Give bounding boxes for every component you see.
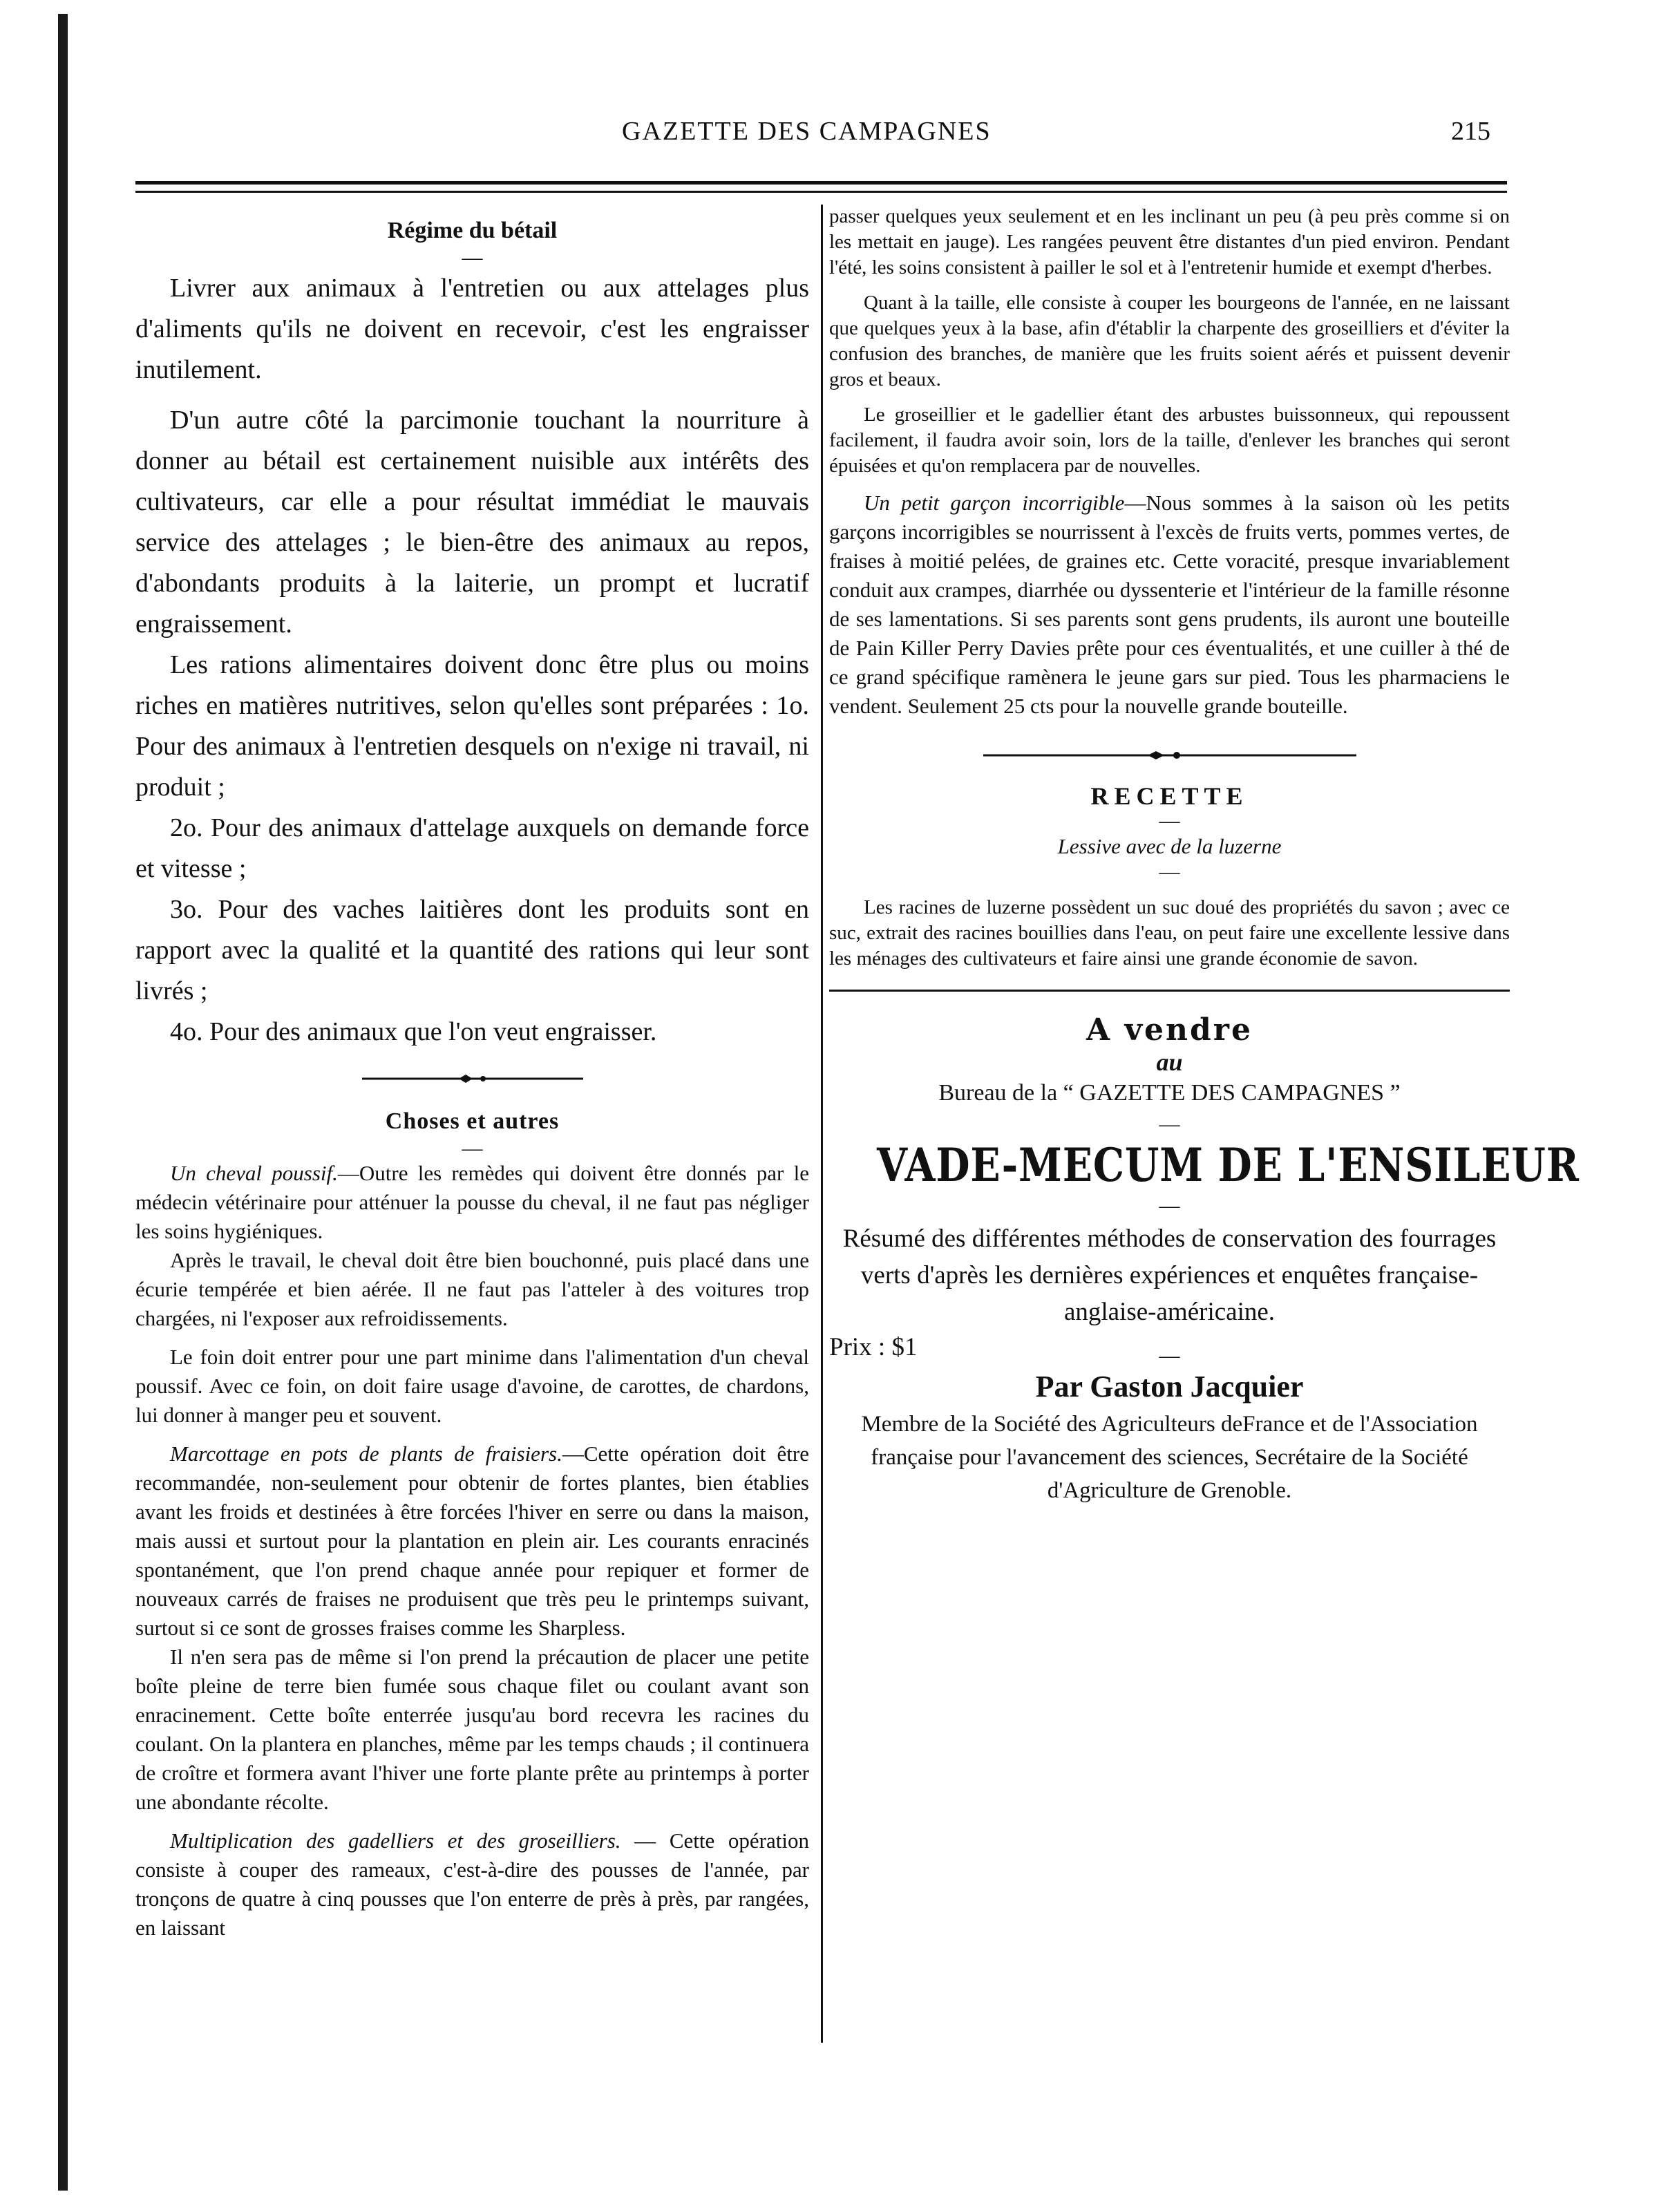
marcottage-paragraph: Il n'en sera pas de même si l'on prend la précaution de placer une petite boîte pleine de terre bien fumée sous chaque filet ou coulant avant son enracinement. Cette boîte enterrée jusqu'au bord recevra les racines du coulant. On la plantera en planches, même par les temps chauds ; il continuera de croître et formera avant l'hiver une forte plante prête au printemps à porter une abondante récolte. (135, 1645, 809, 1814)
multiplication-heading: Multiplication des gadelliers et des groseilliers. (170, 1828, 621, 1853)
bureau-line: Bureau de la “ GAZETTE DES CAMPAGNES ” (938, 1080, 1401, 1106)
continuation-paragraph: Le groseillier et le gadellier étant des arbustes buissonneux, qui repoussent facilement, il faudra avoir soin, lors de la taille, d'enlever les branches qui seront épuisées et qu'on remplacera par de nouvelles. (829, 404, 1510, 477)
cheval-paragraph: Après le travail, le cheval doit être bien bouchonné, puis placé dans une écurie tempérée et bien aérée. Il ne faut pas l'atteler à des voitures trop chargées, ni l'exposer aux refroidissements. (135, 1248, 809, 1330)
vade-mecum-title: VADE-MECUM DE L'ENSILEUR (876, 1138, 1580, 1192)
section-ornament (983, 748, 1356, 762)
author-line: Par Gaston Jacquier (1035, 1370, 1304, 1403)
marcottage-heading: Marcottage en pots de plants de fraisiers. (170, 1441, 562, 1466)
column-divider (821, 205, 823, 2043)
price-label: Prix : $1 (829, 1333, 918, 1361)
membre-text: Membre de la Société des Agriculteurs deFrance et de l'Association française pour l'avancement des sciences, Secrétaire de la Société d'Agriculture de Grenoble. (861, 1412, 1478, 1503)
right-column (829, 204, 1580, 1507)
regime-paragraph: Livrer aux animaux à l'entretien ou aux attelages plus d'aliments qu'ils ne doivent en recevoir, c'est les engraisser inutilement. (135, 274, 809, 384)
choses-dash: — (462, 1137, 483, 1160)
advert-dash: — (1159, 1194, 1180, 1217)
recette-dash: — (1159, 860, 1180, 883)
advert-dash: — (1159, 1113, 1180, 1135)
au-heading: au (1156, 1048, 1183, 1076)
resume-text: Résumé des différentes méthodes de conservation des fourrages verts d'après les dernières expériences et enquêtes française-anglaise-américaine. (842, 1225, 1497, 1326)
header-rule-bottom (135, 191, 1507, 193)
advert-dash: — (1159, 1344, 1180, 1367)
header-rule-top (135, 181, 1507, 185)
multiplication-text: — Cette opération consiste à couper des rameaux, c'est-à-dire des pousses de l'année, par tronçons de quatre à cinq pousses que l'on enterre de près à près, par rangées, en laissant (135, 1828, 809, 1940)
regime-paragraph: 4o. Pour des animaux que l'on veut engraisser. (170, 1017, 657, 1046)
left-column (135, 214, 809, 1942)
page-header-title: GAZETTE DES CAMPAGNES (622, 117, 992, 146)
recette-dash: — (1159, 809, 1180, 832)
a-vendre-heading: A vendre (1086, 1012, 1253, 1048)
regime-paragraph: 3o. Pour des vaches laitières dont les produits sont en rapport avec la qualité et la quantité des rations qui leur sont livrés ; (135, 895, 809, 1005)
recette-title: RECETTE (1090, 782, 1249, 810)
regime-dash: — (462, 246, 483, 269)
page-number: 215 (1451, 117, 1490, 146)
garcon-heading: Un petit garçon incorrigible (864, 491, 1125, 515)
continuation-paragraph: passer quelques yeux seulement et en les inclinant un peu (à peu près comme si on les mettait en jauge). Les rangées peuvent être distantes d'un pied environ. Pendant l'été, les soins consistent à pailler le sol et à l'entretenir humide et exempt d'herbes. (829, 205, 1510, 278)
cheval-paragraph: Le foin doit entrer pour une part minime dans l'alimentation d'un cheval poussif. Avec ce foin, on doit faire usage d'avoine, de carottes, de chardons, lui donner à manger peu et souvent. (135, 1345, 809, 1427)
garcon-text: —Nous sommes à la saison où les petits garçons incorrigibles se nourrissent à l'excès de fruits verts, pommes vertes, de fraises à moitié pelées, de graines etc. Cette voracité, presque invariablement conduit aux crampes, diarrhée ou dyssenterie et l'intérieur de la famille résonne de ses lamentations. Si ses parents sont gens prudents, ils auront une bouteille de Pain Killer Perry Davies prête pour ces éventualités, et une cuiller à thé de ce grand spécifique ramènera le jeune gars sur pied. Tous les pharmaciens le vendent. Seulement 25 cts pour la nouvelle grande bouteille. (829, 491, 1510, 718)
advert-divider (829, 990, 1510, 992)
regime-paragraph: Les rations alimentaires doivent donc être plus ou moins riches en matières nutritives, selon qu'elles sont préparées : 1o. Pour des animaux à l'entretien desquels on n'exige ni travail, ni produit ; (135, 650, 809, 802)
recette-subtitle: Lessive avec de la luzerne (1057, 834, 1282, 858)
cheval-heading: Un cheval poussif. (170, 1161, 338, 1185)
section-ornament (362, 1072, 583, 1086)
cheval-text: —Outre les remèdes qui doivent être donnés par le médecin vétérinaire pour atténuer la pousse du cheval, il ne faut pas négliger les soins hygiéniques. (135, 1161, 809, 1243)
binding-edge (58, 14, 68, 2191)
choses-title: Choses et autres (385, 1108, 560, 1134)
continuation-paragraph: Quant à la taille, elle consiste à couper les bourgeons de l'année, en ne laissant que quelques yeux à la base, afin d'établir la charpente des groseilliers et d'éviter la confusion des branches, de manière que les fruits soient aérés et puissent devenir gros et beaux. (829, 292, 1510, 390)
regime-paragraph: 2o. Pour des animaux d'attelage auxquels on demande force et vitesse ; (135, 813, 809, 883)
regime-paragraph: D'un autre côté la parcimonie touchant la nourriture à donner au bétail est certainement nuisible aux intérêts des cultivateurs, car elle a pour résultat immédiat le mauvais service des attelages ; le bien-être des animaux au repos, d'abondants produits à la laiterie, un prompt et lucratif engraissement. (135, 406, 809, 639)
recette-text: Les racines de luzerne possèdent un suc doué des propriétés du savon ; avec ce suc, extrait des racines bouillies dans l'eau, on peut faire une excellente lessive dans les ménages des cultivateurs et faire ainsi une grande économie de savon. (829, 896, 1510, 970)
marcottage-text: —Cette opération doit être recommandée, non-seulement pour obtenir de fortes plantes, bien établies avant les froids et destinées à être forcées l'hiver en serre ou dans la maison, mais aussi et surtout pour la plantation en plein air. Les courants enracinés spontanément, que l'on prend chaque année pour repiquer et former de nouveaux carrés de fraises ne produisent que très peu le printemps suivant, surtout si ce sont de grosses fraises comme les Sharpless. (135, 1441, 809, 1640)
regime-title: Régime du bétail (387, 218, 558, 243)
